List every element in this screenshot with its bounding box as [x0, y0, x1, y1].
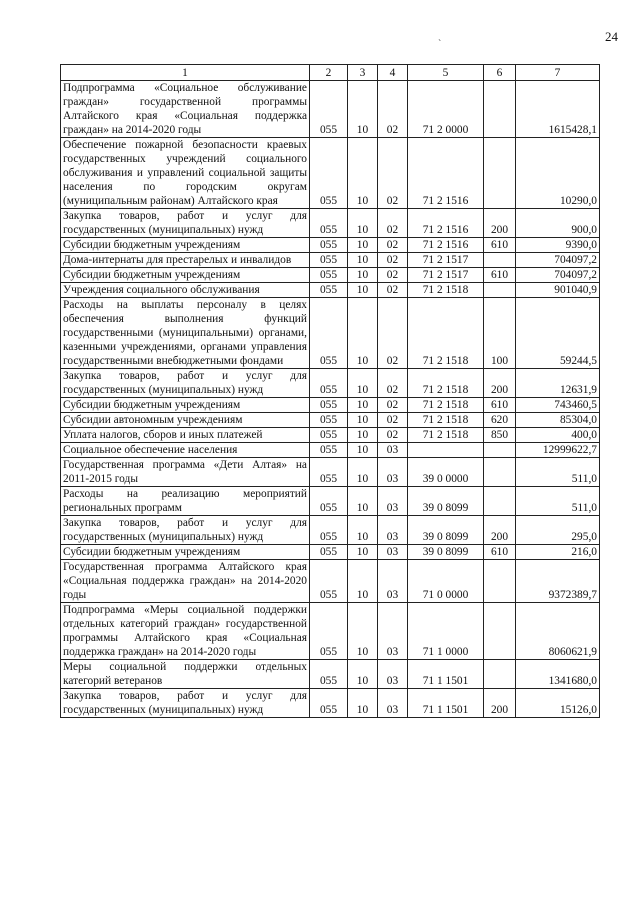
row-section-code: 10 [348, 545, 378, 560]
row-amount: 10290,0 [516, 138, 600, 209]
table-row [61, 603, 600, 660]
row-subsection-code: 02 [378, 413, 408, 428]
row-subsection-code: 03 [378, 560, 408, 603]
table-row [61, 413, 600, 428]
row-target-article: 71 2 1518 [408, 283, 484, 298]
row-ministry-code: 055 [310, 560, 348, 603]
row-target-article: 71 2 1518 [408, 369, 484, 398]
row-expense-type: 200 [484, 369, 516, 398]
row-expense-type: 620 [484, 413, 516, 428]
row-expense-type [484, 443, 516, 458]
row-name: Закупка товаров, работ и услуг для государственных (муниципальных) нужд [61, 689, 310, 718]
row-name: Субсидии бюджетным учреждениям [61, 398, 310, 413]
row-ministry-code: 055 [310, 398, 348, 413]
row-amount: 85304,0 [516, 413, 600, 428]
table-row [61, 516, 600, 545]
row-section-code: 10 [348, 283, 378, 298]
row-subsection-code: 02 [378, 283, 408, 298]
row-subsection-code: 03 [378, 660, 408, 689]
table-row [61, 369, 600, 398]
row-ministry-code: 055 [310, 238, 348, 253]
row-expense-type: 610 [484, 268, 516, 283]
row-name: Субсидии бюджетным учреждениям [61, 238, 310, 253]
row-subsection-code: 02 [378, 81, 408, 138]
row-subsection-code: 03 [378, 603, 408, 660]
row-name: Субсидии бюджетным учреждениям [61, 545, 310, 560]
row-amount: 295,0 [516, 516, 600, 545]
table-row [61, 268, 600, 283]
row-subsection-code: 02 [378, 268, 408, 283]
table-row [61, 253, 600, 268]
row-section-code: 10 [348, 458, 378, 487]
row-section-code: 10 [348, 660, 378, 689]
row-subsection-code: 03 [378, 487, 408, 516]
row-name: Учреждения социального обслуживания [61, 283, 310, 298]
row-subsection-code: 03 [378, 443, 408, 458]
row-expense-type: 610 [484, 545, 516, 560]
row-target-article: 71 2 1518 [408, 413, 484, 428]
row-section-code: 10 [348, 253, 378, 268]
row-name: Закупка товаров, работ и услуг для государственных (муниципальных) нужд [61, 516, 310, 545]
row-subsection-code: 02 [378, 238, 408, 253]
row-subsection-code: 03 [378, 545, 408, 560]
row-ministry-code: 055 [310, 545, 348, 560]
row-ministry-code: 055 [310, 660, 348, 689]
row-subsection-code: 02 [378, 398, 408, 413]
row-target-article: 39 0 0000 [408, 458, 484, 487]
table-row [61, 458, 600, 487]
row-target-article: 71 2 1517 [408, 268, 484, 283]
row-target-article: 71 2 0000 [408, 81, 484, 138]
row-target-article: 39 0 8099 [408, 487, 484, 516]
row-amount: 9372389,7 [516, 560, 600, 603]
header-col-1: 1 [61, 65, 310, 81]
row-name: Уплата налогов, сборов и иных платежей [61, 428, 310, 443]
row-name: Социальное обеспечение населения [61, 443, 310, 458]
row-target-article: 71 1 0000 [408, 603, 484, 660]
row-ministry-code: 055 [310, 298, 348, 369]
row-name: Расходы на выплаты персоналу в целях обеспечения выполнения функций государственными (муниципальными) органами, казенными учреждениями, органами управления государственными внебюджетными фондами [61, 298, 310, 369]
page-number: 24 [605, 29, 618, 44]
row-expense-type [484, 560, 516, 603]
row-section-code: 10 [348, 398, 378, 413]
row-expense-type [484, 603, 516, 660]
row-target-article: 71 2 1516 [408, 138, 484, 209]
row-name: Обеспечение пожарной безопасности краевых государственных учреждений социального обслуживания и управлений социальной защиты населения по городским округам (муниципальным районам) Алтайского края [61, 138, 310, 209]
row-section-code: 10 [348, 689, 378, 718]
row-expense-type [484, 81, 516, 138]
row-ministry-code: 055 [310, 283, 348, 298]
header-col-7: 7 [516, 65, 600, 81]
row-name: Субсидии бюджетным учреждениям [61, 268, 310, 283]
header-row [61, 65, 600, 81]
row-subsection-code: 02 [378, 253, 408, 268]
row-target-article: 71 2 1517 [408, 253, 484, 268]
row-amount: 901040,9 [516, 283, 600, 298]
row-target-article: 39 0 8099 [408, 516, 484, 545]
row-target-article: 71 1 1501 [408, 689, 484, 718]
table-row [61, 560, 600, 603]
row-target-article: 71 2 1518 [408, 398, 484, 413]
row-amount: 511,0 [516, 458, 600, 487]
row-name: Государственная программа «Дети Алтая» на 2011-2015 годы [61, 458, 310, 487]
row-section-code: 10 [348, 238, 378, 253]
row-amount: 900,0 [516, 209, 600, 238]
row-name: Дома-интернаты для престарелых и инвалидов [61, 253, 310, 268]
header-col-5: 5 [408, 65, 484, 81]
row-section-code: 10 [348, 560, 378, 603]
budget-table-body [61, 81, 600, 718]
row-amount: 216,0 [516, 545, 600, 560]
row-section-code: 10 [348, 443, 378, 458]
row-amount: 12999622,7 [516, 443, 600, 458]
row-target-article: 71 0 0000 [408, 560, 484, 603]
row-expense-type [484, 458, 516, 487]
row-expense-type [484, 660, 516, 689]
table-row [61, 298, 600, 369]
table-row [61, 545, 600, 560]
row-section-code: 10 [348, 298, 378, 369]
row-ministry-code: 055 [310, 369, 348, 398]
row-name: Меры социальной поддержки отдельных категорий ветеранов [61, 660, 310, 689]
row-subsection-code: 03 [378, 458, 408, 487]
table-row [61, 428, 600, 443]
row-ministry-code: 055 [310, 516, 348, 545]
row-ministry-code: 055 [310, 81, 348, 138]
row-target-article: 71 2 1516 [408, 238, 484, 253]
row-target-article [408, 443, 484, 458]
row-name: Закупка товаров, работ и услуг для государственных (муниципальных) нужд [61, 209, 310, 238]
header-col-2: 2 [310, 65, 348, 81]
row-name: Подпрограмма «Социальное обслуживание граждан» государственной программы Алтайского края «Социальная поддержка граждан» на 2014-2020 годы [61, 81, 310, 138]
row-expense-type: 610 [484, 238, 516, 253]
row-amount: 15126,0 [516, 689, 600, 718]
row-amount: 511,0 [516, 487, 600, 516]
table-row [61, 660, 600, 689]
row-expense-type: 200 [484, 209, 516, 238]
row-ministry-code: 055 [310, 487, 348, 516]
row-subsection-code: 02 [378, 369, 408, 398]
row-amount: 9390,0 [516, 238, 600, 253]
row-amount: 12631,9 [516, 369, 600, 398]
row-target-article: 39 0 8099 [408, 545, 484, 560]
row-expense-type [484, 487, 516, 516]
budget-table [60, 64, 600, 718]
row-section-code: 10 [348, 487, 378, 516]
row-expense-type [484, 138, 516, 209]
table-row [61, 81, 600, 138]
header-col-3: 3 [348, 65, 378, 81]
row-amount: 59244,5 [516, 298, 600, 369]
row-section-code: 10 [348, 138, 378, 209]
row-target-article: 71 2 1518 [408, 428, 484, 443]
row-ministry-code: 055 [310, 268, 348, 283]
row-name: Подпрограмма «Меры социальной поддержки отдельных категорий граждан» государственной программы Алтайского края «Социальная поддержка граждан» на 2014-2020 годы [61, 603, 310, 660]
row-subsection-code: 03 [378, 689, 408, 718]
row-name: Закупка товаров, работ и услуг для государственных (муниципальных) нужд [61, 369, 310, 398]
row-section-code: 10 [348, 428, 378, 443]
row-amount: 8060621,9 [516, 603, 600, 660]
row-target-article: 71 2 1518 [408, 298, 484, 369]
row-subsection-code: 03 [378, 516, 408, 545]
row-target-article: 71 2 1516 [408, 209, 484, 238]
row-subsection-code: 02 [378, 298, 408, 369]
row-ministry-code: 055 [310, 689, 348, 718]
header-col-4: 4 [378, 65, 408, 81]
row-amount: 1615428,1 [516, 81, 600, 138]
table-row [61, 689, 600, 718]
row-target-article: 71 1 1501 [408, 660, 484, 689]
row-amount: 704097,2 [516, 253, 600, 268]
row-section-code: 10 [348, 81, 378, 138]
row-section-code: 10 [348, 603, 378, 660]
row-section-code: 10 [348, 268, 378, 283]
row-expense-type [484, 283, 516, 298]
row-subsection-code: 02 [378, 209, 408, 238]
row-amount: 743460,5 [516, 398, 600, 413]
row-expense-type [484, 253, 516, 268]
table-row [61, 487, 600, 516]
row-section-code: 10 [348, 516, 378, 545]
row-section-code: 10 [348, 209, 378, 238]
row-ministry-code: 055 [310, 138, 348, 209]
row-name: Государственная программа Алтайского края «Социальная поддержка граждан» на 2014-2020 годы [61, 560, 310, 603]
header-col-6: 6 [484, 65, 516, 81]
table-row [61, 443, 600, 458]
row-expense-type: 200 [484, 689, 516, 718]
row-amount: 400,0 [516, 428, 600, 443]
row-expense-type: 200 [484, 516, 516, 545]
row-name: Расходы на реализацию мероприятий региональных программ [61, 487, 310, 516]
table-row [61, 209, 600, 238]
row-amount: 704097,2 [516, 268, 600, 283]
row-section-code: 10 [348, 369, 378, 398]
row-ministry-code: 055 [310, 603, 348, 660]
row-expense-type: 610 [484, 398, 516, 413]
scan-mark: ˋ [438, 39, 442, 50]
row-ministry-code: 055 [310, 428, 348, 443]
row-subsection-code: 02 [378, 428, 408, 443]
row-expense-type: 100 [484, 298, 516, 369]
row-ministry-code: 055 [310, 443, 348, 458]
table-row [61, 283, 600, 298]
table-row [61, 138, 600, 209]
row-ministry-code: 055 [310, 413, 348, 428]
row-ministry-code: 055 [310, 209, 348, 238]
row-name: Субсидии автономным учреждениям [61, 413, 310, 428]
row-expense-type: 850 [484, 428, 516, 443]
row-section-code: 10 [348, 413, 378, 428]
table-row [61, 238, 600, 253]
row-ministry-code: 055 [310, 458, 348, 487]
row-subsection-code: 02 [378, 138, 408, 209]
row-amount: 1341680,0 [516, 660, 600, 689]
table-row [61, 398, 600, 413]
row-ministry-code: 055 [310, 253, 348, 268]
